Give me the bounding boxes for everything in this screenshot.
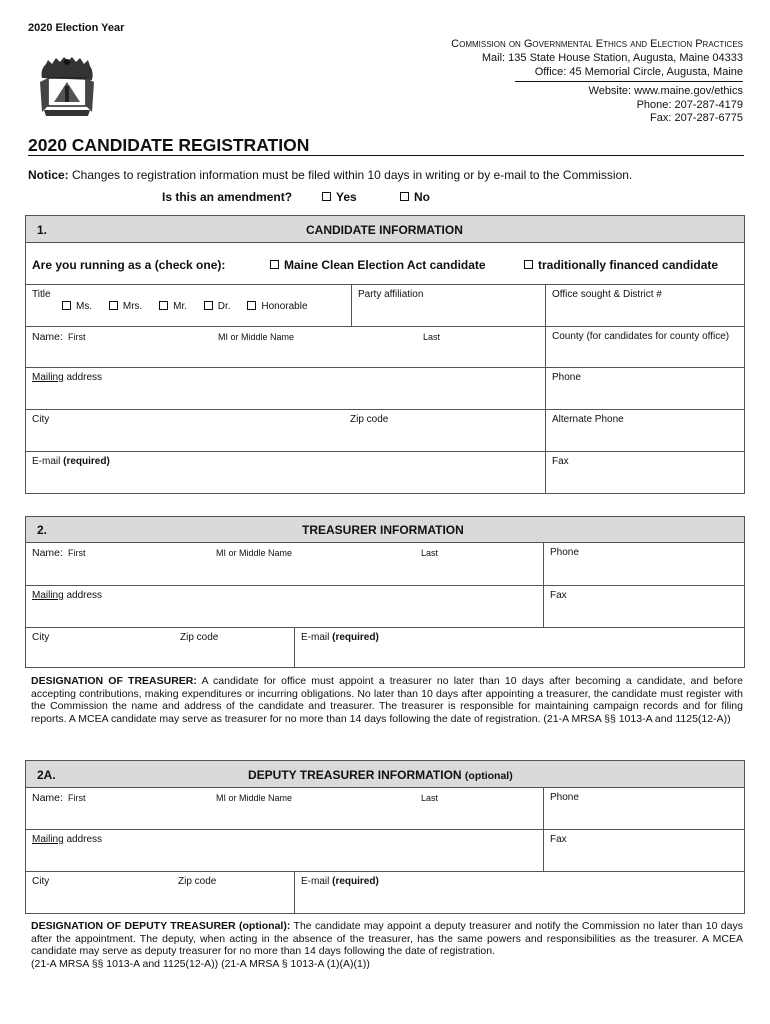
notice-label: Notice: — [28, 168, 69, 182]
title-label: Title — [32, 289, 51, 300]
alternate-phone-field[interactable]: Alternate Phone — [545, 409, 745, 452]
deputy-city-zip-field[interactable]: City Zip code — [25, 871, 295, 914]
deputy-phone-field[interactable]: Phone — [543, 787, 745, 830]
office-sought-field[interactable]: Office sought & District # — [545, 284, 745, 327]
yes-checkbox[interactable] — [322, 192, 331, 201]
title-rule — [28, 155, 744, 156]
election-year: 2020 Election Year — [28, 22, 125, 34]
city-label: City — [32, 414, 50, 425]
treasurer-email-field[interactable]: E-mail (required) — [294, 627, 745, 668]
traditional-option[interactable]: traditionally financed candidate — [524, 258, 718, 272]
website: Website: www.maine.gov/ethics — [588, 85, 743, 97]
title-option-mrs[interactable]: Mrs. — [109, 301, 142, 312]
title-field[interactable] — [25, 284, 352, 327]
mcea-option[interactable]: Maine Clean Election Act candidate — [270, 258, 486, 272]
middle-label: MI or Middle Name — [218, 332, 295, 342]
treasurer-city-zip-field[interactable]: City Zip code — [25, 627, 295, 668]
notice-text: Changes to registration information must be filed within 10 days in writing or by e-mail to the Commission. — [72, 168, 633, 182]
treasurer-mailing-field[interactable]: Mailing address — [25, 585, 544, 628]
candidate-name-field[interactable] — [25, 326, 546, 368]
office-address: Office: 45 Memorial Circle, Augusta, Maine — [534, 66, 743, 78]
title-option-ms[interactable]: Ms. — [62, 301, 92, 312]
section2-title: TREASURER INFORMATION — [302, 523, 464, 537]
treasurer-name-field[interactable]: Name: First MI or Middle Name Last — [25, 542, 544, 586]
deputy-email-field[interactable]: E-mail (required) — [294, 871, 745, 914]
maine-seal-icon — [34, 52, 100, 118]
title-option-honorable[interactable]: Honorable — [247, 301, 307, 312]
section2-header — [25, 516, 745, 543]
header-divider — [515, 81, 743, 82]
email-field[interactable]: E-mail (required) — [25, 451, 546, 494]
title-option-dr[interactable]: Dr. — [204, 301, 231, 312]
section1-title: CANDIDATE INFORMATION — [306, 223, 463, 237]
name-label: Name: — [32, 331, 63, 343]
title-option-mr[interactable]: Mr. — [159, 301, 187, 312]
section2a-title: DEPUTY TREASURER INFORMATION (optional) — [248, 768, 513, 782]
page-title: 2020 CANDIDATE REGISTRATION — [28, 135, 310, 155]
section2a-number: 2A. — [37, 768, 56, 782]
amendment-no[interactable]: No — [400, 190, 430, 204]
section2a-header — [25, 760, 745, 788]
mcea-checkbox[interactable] — [270, 260, 279, 269]
section2-number: 2. — [37, 523, 48, 537]
phone: Phone: 207-287-4179 — [636, 98, 743, 111]
zip-label: Zip code — [350, 414, 389, 425]
treasurer-phone-field[interactable]: Phone — [543, 542, 745, 586]
section1-number: 1. — [37, 223, 48, 237]
treasurer-fax-field[interactable]: Fax — [543, 585, 745, 628]
amendment-yes[interactable]: Yes — [322, 190, 357, 204]
running-question: Are you running as a (check one): — [32, 258, 226, 272]
section1-header — [25, 215, 745, 243]
treasurer-designation: DESIGNATION OF TREASURER: A candidate for office must appoint a treasurer no later than 10 days after becoming a candidate, and before accepting contributions, making expenditures or incurring obligations. No later than 10 days after appointing a treasurer, the candidate must register with the Commission the name and address of the candidate and treasurer. The treasurer is responsible for maintaining campaign records and for filing reports. A MCEA candidate may serve as treasurer for no more than 14 days following the date of registration. (21-A MRSA §§ 1013-A and 1125(12-A)) — [31, 675, 743, 725]
deputy-designation: DESIGNATION OF DEPUTY TREASURER (optional): The candidate may appoint a deputy treasurer and notify the Commission no later than 10 days after the appointment. The deputy, when acting in the absence of the treasurer, has the same powers and responsibilities as the treasurer. A MCEA candidate may serve as deputy treasurer for no more than 14 days following the date of registration. (21-A MRSA §§ 1013-A and 1125(12-A)) (21-A MRSA § 1013-A (1)(A)(1)) — [31, 920, 743, 970]
party-affiliation-field[interactable]: Party affiliation — [351, 284, 546, 327]
deputy-name-field[interactable]: Name: First MI or Middle Name Last — [25, 787, 544, 830]
fax-field[interactable]: Fax — [545, 451, 745, 494]
title-options — [62, 301, 308, 312]
amendment-question: Is this an amendment? — [162, 190, 293, 204]
deputy-fax-field[interactable]: Fax — [543, 829, 745, 872]
commission-name: Commission on Governmental Ethics and Election Practices — [451, 38, 743, 50]
deputy-citation: (21-A MRSA §§ 1013-A and 1125(12-A)) (21-A MRSA § 1013-A (1)(A)(1)) — [31, 957, 370, 970]
mail-address: Mail: 135 State House Station, Augusta, Maine 04333 — [481, 52, 743, 64]
traditional-checkbox[interactable] — [524, 260, 533, 269]
city-zip-field[interactable] — [25, 409, 546, 452]
deputy-mailing-field[interactable]: Mailing address — [25, 829, 544, 872]
fax: Fax: 207-287-6775 — [650, 112, 743, 124]
phone-field[interactable]: Phone — [545, 367, 745, 410]
no-checkbox[interactable] — [400, 192, 409, 201]
first-label: First — [68, 332, 86, 342]
mailing-address-field[interactable]: Mailing address — [25, 367, 546, 410]
county-field[interactable]: County (for candidates for county office) — [545, 326, 745, 368]
last-label: Last — [423, 332, 441, 342]
notice — [28, 168, 632, 182]
